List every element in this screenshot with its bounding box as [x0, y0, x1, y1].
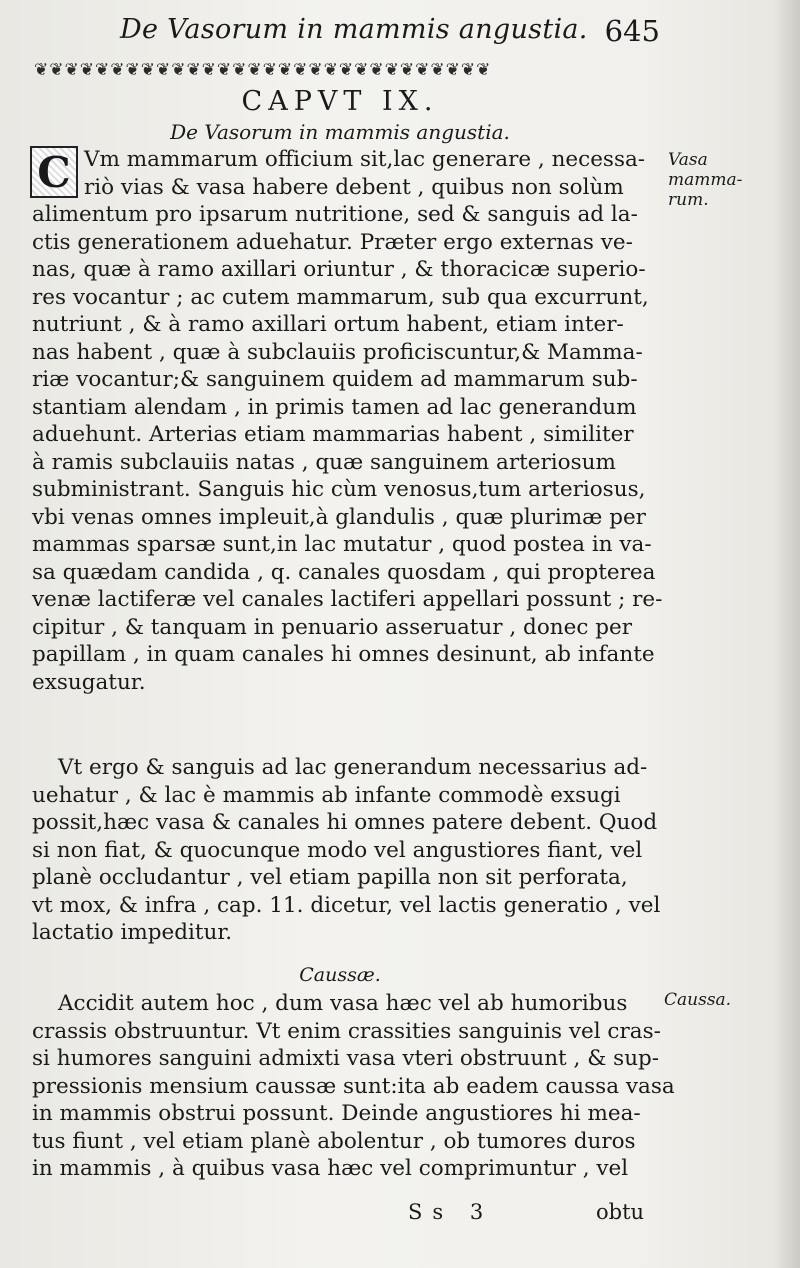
- text-line: in mammis , à quibus vasa hæc vel comprimuntur , vel: [32, 1156, 629, 1181]
- text-line: planè occludantur , vel etiam papilla non sit perforata,: [32, 865, 628, 890]
- margin-note-caussa: Caussa.: [664, 990, 732, 1010]
- text-line: vt mox, & infra , cap. 11. dicetur, vel lactis generatio , vel: [32, 892, 661, 918]
- page-edge-shadow: [774, 0, 800, 1268]
- margin-note-line: Vasa: [668, 150, 708, 170]
- section-heading: Caussæ.: [299, 964, 381, 986]
- text-line: nas, quæ à ramo axillari oriuntur , & thoracicæ superio-: [32, 257, 646, 282]
- text-line: à ramis subclauiis natas , quæ sanguinem arteriosum: [32, 449, 616, 475]
- text-line: stantiam alendam , in primis tamen ad lac generandum: [32, 394, 637, 420]
- text-line: sa quædam candida , q. canales quosdam , qui propterea: [32, 559, 656, 585]
- chapter-title: CAPVT IX.: [241, 86, 439, 117]
- drop-cap: C: [30, 146, 78, 198]
- signature-mark: Ss 3: [408, 1200, 494, 1224]
- text-line: subministrant. Sanguis hic cùm venosus,tum arteriosus,: [32, 477, 646, 502]
- text-line: uehatur , & lac è mammis ab infante commodè exsugi: [32, 782, 621, 808]
- text-line: crassis obstruuntur. Vt enim crassities sanguinis vel cras-: [32, 1018, 661, 1044]
- catchword: obtu: [596, 1200, 645, 1224]
- text-line: papillam , in quam canales hi omnes desinunt, ab infante: [32, 642, 655, 667]
- text-line: si non fiat, & quocunque modo vel angustiores fiant, vel: [32, 837, 643, 863]
- text-line: si humores sanguini admixti vasa vteri obstruunt , & sup-: [32, 1046, 660, 1071]
- text-line: nas habent , quæ à subclauiis proficiscuntur,& Mamma-: [32, 339, 643, 365]
- text-line: riæ vocantur;& sanguinem quidem ad mammarum sub-: [32, 367, 638, 392]
- margin-note-line: mamma-: [668, 170, 743, 190]
- text-line: in mammis obstrui possunt. Deinde angustiores hi mea-: [32, 1101, 641, 1126]
- text-line: exsugatur.: [32, 669, 146, 695]
- text-line: cipitur , & tanquam in penuario asseruatur , donec per: [32, 614, 632, 640]
- text-line: Vm mammarum officium sit,lac generare , necessa-: [84, 147, 646, 172]
- text-line: mammas sparsæ sunt,in lac mutatur , quod postea in va-: [32, 532, 652, 557]
- page-header: [120, 14, 660, 54]
- running-head: De Vasorum in mammis angustia.: [120, 14, 588, 45]
- text-line: Accidit autem hoc , dum vasa hæc vel ab humoribus: [58, 991, 628, 1016]
- text-line: Vt ergo & sanguis ad lac generandum necessarius ad-: [58, 755, 648, 780]
- text-line: possit,hæc vasa & canales hi omnes patere debent. Quod: [32, 810, 658, 835]
- margin-note-vasa: [668, 150, 742, 210]
- ornament-band: ❦❦❦❦❦❦❦❦❦❦❦❦❦❦❦❦❦❦❦❦❦❦❦❦❦❦❦❦❦❦: [34, 60, 492, 80]
- paragraph-2: [32, 754, 661, 947]
- text-line: alimentum pro ipsarum nutritione, sed & sanguis ad la-: [32, 202, 638, 227]
- text-line: vbi venas omnes impleuit,à glandulis , quæ plurimæ per: [32, 504, 646, 530]
- page-number: 645: [604, 14, 660, 48]
- text-line: res vocantur ; ac cutem mammarum, sub qua excurrunt,: [32, 284, 649, 310]
- text-line: nutriunt , & à ramo axillari ortum habent, etiam inter-: [32, 312, 624, 337]
- text-line: pressionis mensium caussæ sunt:ita ab eadem caussa vasa: [32, 1073, 675, 1099]
- chapter-subtitle: De Vasorum in mammis angustia.: [170, 120, 510, 144]
- text-line: tus fiunt , vel etiam planè abolentur , ob tumores duros: [32, 1128, 636, 1154]
- text-line: lactatio impeditur.: [32, 920, 233, 945]
- text-line: ctis generationem aduehatur. Præter ergo externas ve-: [32, 229, 633, 255]
- text-line: venæ lactiferæ vel canales lactiferi appellari possunt ; re-: [32, 587, 663, 612]
- paragraph-1: [32, 146, 663, 696]
- text-line: aduehunt. Arterias etiam mammarias habent , similiter: [32, 422, 634, 447]
- text-line: riò vias & vasa habere debent , quibus non solùm: [84, 174, 624, 200]
- paragraph-3: [32, 990, 675, 1183]
- margin-note-line: rum.: [668, 190, 709, 210]
